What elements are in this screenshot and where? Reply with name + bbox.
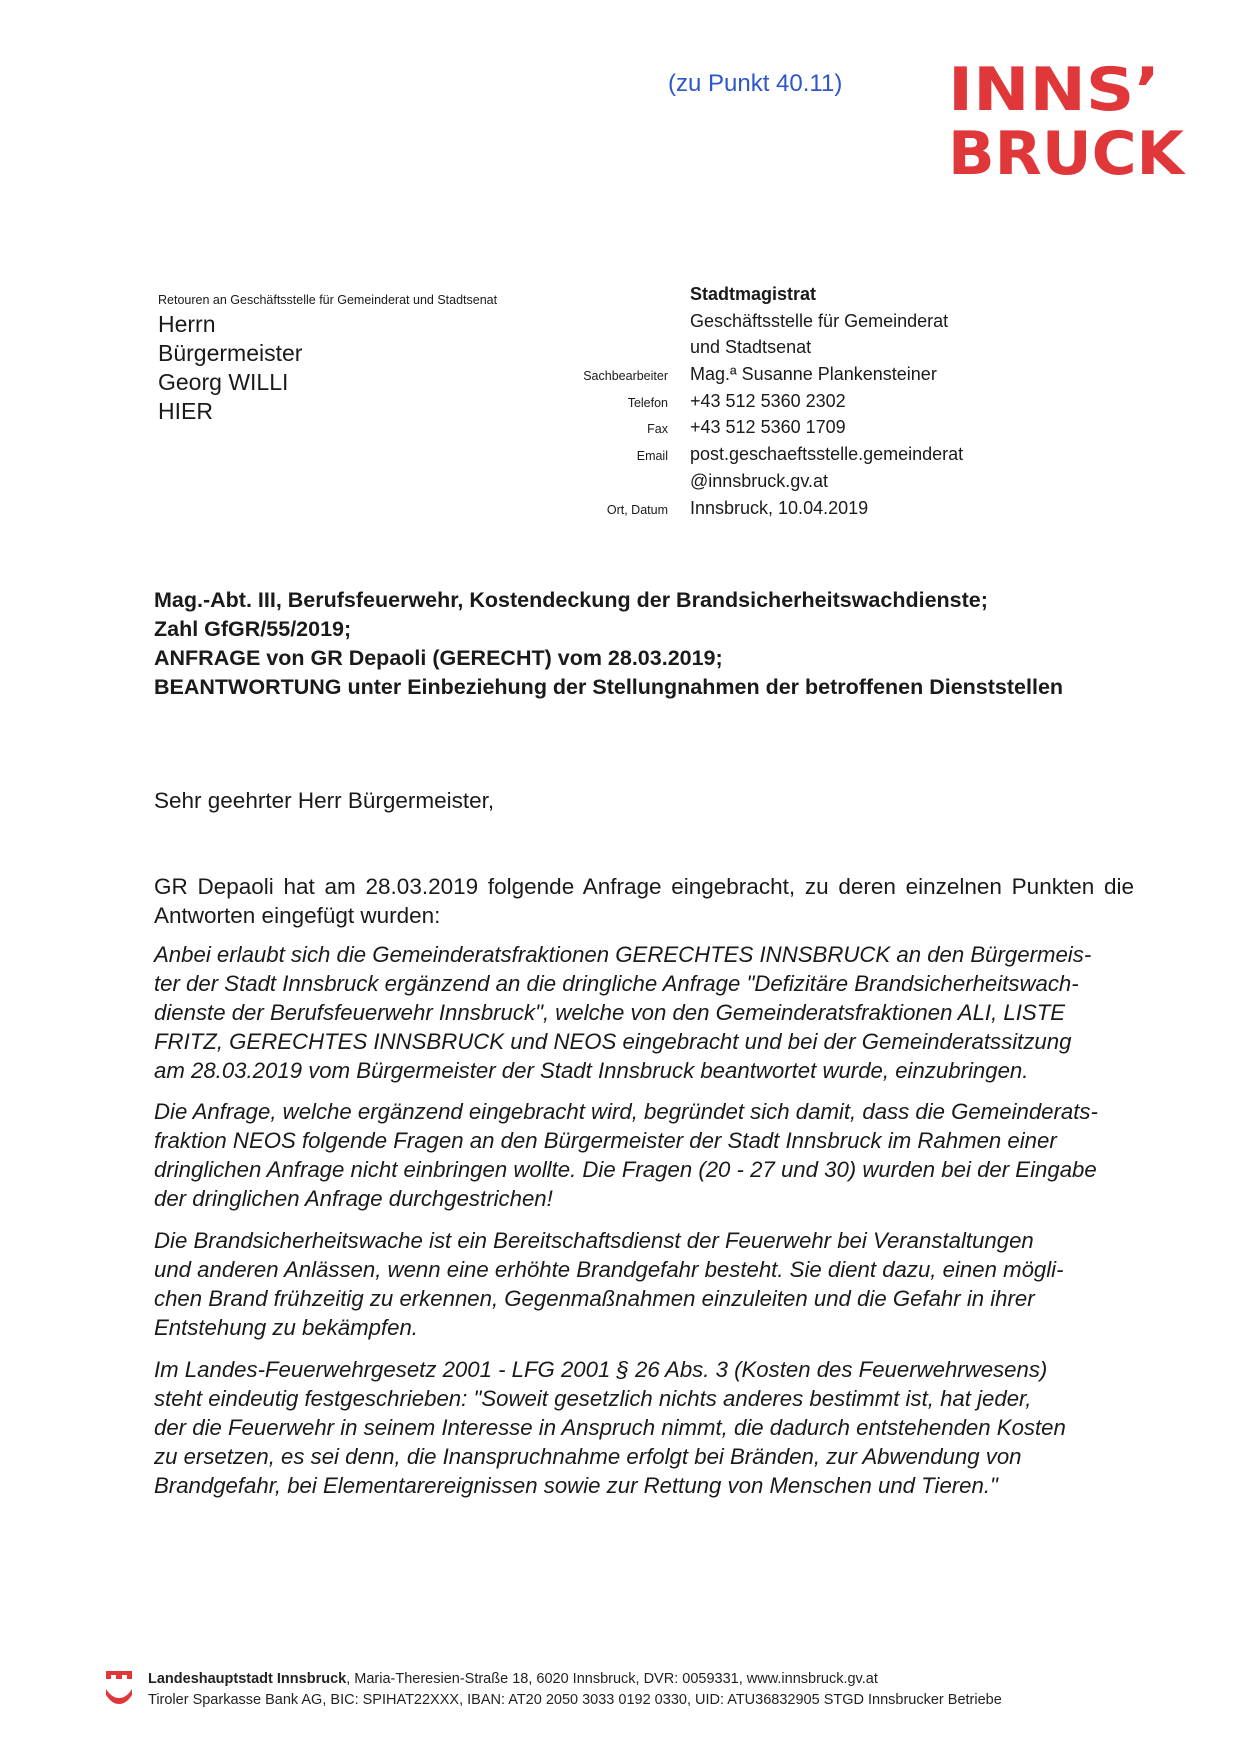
footer-address-line: [148, 1669, 1002, 1690]
intro-paragraph: GR Depaoli hat am 28.03.2019 folgende Anfrage eingebracht, zu deren einzelnen Punkten die Antworten eingefügt wurden:: [154, 874, 1134, 928]
subject-line: BEANTWORTUNG unter Einbeziehung der Stellungnahmen der betroffenen Dienststellen: [154, 675, 1064, 699]
sachbearbeiter-label: Sachbearbeiter: [583, 369, 668, 384]
fax-label: Fax: [647, 422, 668, 437]
quote-line: Die Brandsicherheitswache ist ein Bereitschaftsdienst der Feuerwehr bei Veranstaltungen: [154, 1228, 1034, 1253]
return-address: Retouren an Geschäftsstelle für Gemeinderat und Stadtsenat: [158, 293, 498, 307]
sender-office: Stadtmagistrat: [690, 284, 817, 304]
email-value-1: post.geschaeftsstelle.gemeinderat: [690, 444, 964, 465]
quote-line: chen Brand frühzeitig zu erkennen, Gegenmaßnahmen einzuleiten und die Gefahr in ihrer: [154, 1286, 1035, 1311]
quote-line: dringlichen Anfrage nicht einbringen wollte. Die Fragen (20 - 27 und 30) wurden bei der Eingabe: [154, 1157, 1097, 1182]
quote-paragraph-4: [154, 1355, 1139, 1500]
subject-line: ANFRAGE von GR Depaoli (GERECHT) vom 28.03.2019;: [154, 646, 723, 670]
quote-line: Brandgefahr, bei Elementarereignissen sowie zur Rettung von Menschen und Tieren.": [154, 1473, 998, 1498]
ort-datum-label: Ort, Datum: [606, 502, 668, 517]
quote-line: Im Landes-Feuerwehrgesetz 2001 - LFG 2001 § 26 Abs. 3 (Kosten des Feuerwehrwesens): [154, 1357, 1048, 1382]
quote-paragraph-1: [154, 940, 1139, 1085]
quote-line: steht eindeutig festgeschrieben: "Soweit gesetzlich nichts anderes bestimmt ist, hat jeder,: [154, 1386, 1032, 1411]
footer-org-details: , Maria-Theresien-Straße 18, 6020 Innsbruck, DVR: 0059331, www.innsbruck.gv.at: [346, 1671, 878, 1687]
quote-line: der die Feuerwehr in seinem Interesse in Anspruch nimmt, die dadurch entstehenden Kosten: [154, 1415, 1066, 1440]
recipient-line: Georg WILLI: [158, 369, 289, 395]
recipient-line: Herrn: [158, 311, 216, 337]
fax-value: +43 512 5360 1709: [690, 417, 846, 438]
punkt-reference: (zu Punkt 40.11): [668, 70, 843, 97]
quote-line: fraktion NEOS folgende Fragen an den Bürgermeister der Stadt Innsbruck im Rahmen einer: [154, 1128, 1057, 1153]
quote-line: ter der Stadt Innsbruck ergänzend an die dringliche Anfrage "Defizitäre Brandsicherheitswach-: [154, 971, 1079, 996]
logo-line-2: BRUCK: [948, 119, 1187, 178]
quote-line: FRITZ, GERECHTES INNSBRUCK und NEOS eingebracht und bei der Gemeinderatssitzung: [154, 1029, 1072, 1054]
quote-line: dienste der Berufsfeuerwehr Innsbruck", welche von den Gemeinderatsfraktionen ALI, LISTE: [154, 1000, 1066, 1025]
quote-line: Anbei erlaubt sich die Gemeinderatsfraktionen GERECHTES INNSBRUCK an den Bürgermeis-: [154, 942, 1092, 967]
telefon-label: Telefon: [627, 395, 668, 410]
quote-line: zu ersetzen, es sei denn, die Inanspruchnahme erfolgt bei Bränden, zur Abwendung von: [154, 1444, 1022, 1469]
sender-dept-1: Geschäftsstelle für Gemeinderat: [690, 310, 949, 331]
subject-block: [154, 586, 1063, 702]
greeting: Sehr geehrter Herr Bürgermeister,: [154, 788, 495, 813]
innsbruck-logo: [948, 56, 1188, 178]
telefon-value: +43 512 5360 2302: [690, 390, 846, 411]
ort-datum-value: Innsbruck, 10.04.2019: [690, 497, 869, 518]
sender-block: [560, 284, 1020, 524]
email-label: Email: [636, 449, 668, 464]
recipient-address: [158, 310, 302, 426]
quote-line: Die Anfrage, welche ergänzend eingebracht wird, begründet sich damit, dass die Gemeinderats-: [154, 1099, 1098, 1124]
recipient-line: HIER: [158, 398, 213, 424]
footer-org-name: Landeshauptstadt Innsbruck: [148, 1671, 347, 1687]
quote-paragraph-3: [154, 1226, 1139, 1342]
footer-bank-line: Tiroler Sparkasse Bank AG, BIC: SPIHAT22XXX, IBAN: AT20 2050 3033 0192 0330, UID: ATU36832905 STGD Innsbrucker Betriebe: [148, 1692, 1002, 1708]
quote-paragraph-2: [154, 1097, 1139, 1213]
sachbearbeiter-value: Mag.ª Susanne Plankensteiner: [690, 364, 937, 385]
subject-line: Zahl GfGR/55/2019;: [154, 617, 352, 641]
city-emblem-icon: [104, 1669, 134, 1707]
quote-line: Entstehung zu bekämpfen.: [154, 1315, 418, 1340]
recipient-line: Bürgermeister: [158, 340, 303, 366]
subject-line: Mag.-Abt. III, Berufsfeuerwehr, Kostendeckung der Brandsicherheitswachdienste;: [154, 588, 988, 612]
logo-line-1: INNS’: [948, 56, 1160, 125]
quote-line: am 28.03.2019 vom Bürgermeister der Stadt Innsbruck beantwortet wurde, einzubringen.: [154, 1058, 1029, 1083]
email-value-2: @innsbruck.gv.at: [690, 470, 828, 491]
quote-line: der dringlichen Anfrage durchgestrichen!: [154, 1186, 553, 1211]
quote-line: und anderen Anlässen, wenn eine erhöhte Brandgefahr besteht. Sie dient dazu, einen mögli-: [154, 1257, 1064, 1282]
sender-dept-2: und Stadtsenat: [690, 337, 812, 358]
